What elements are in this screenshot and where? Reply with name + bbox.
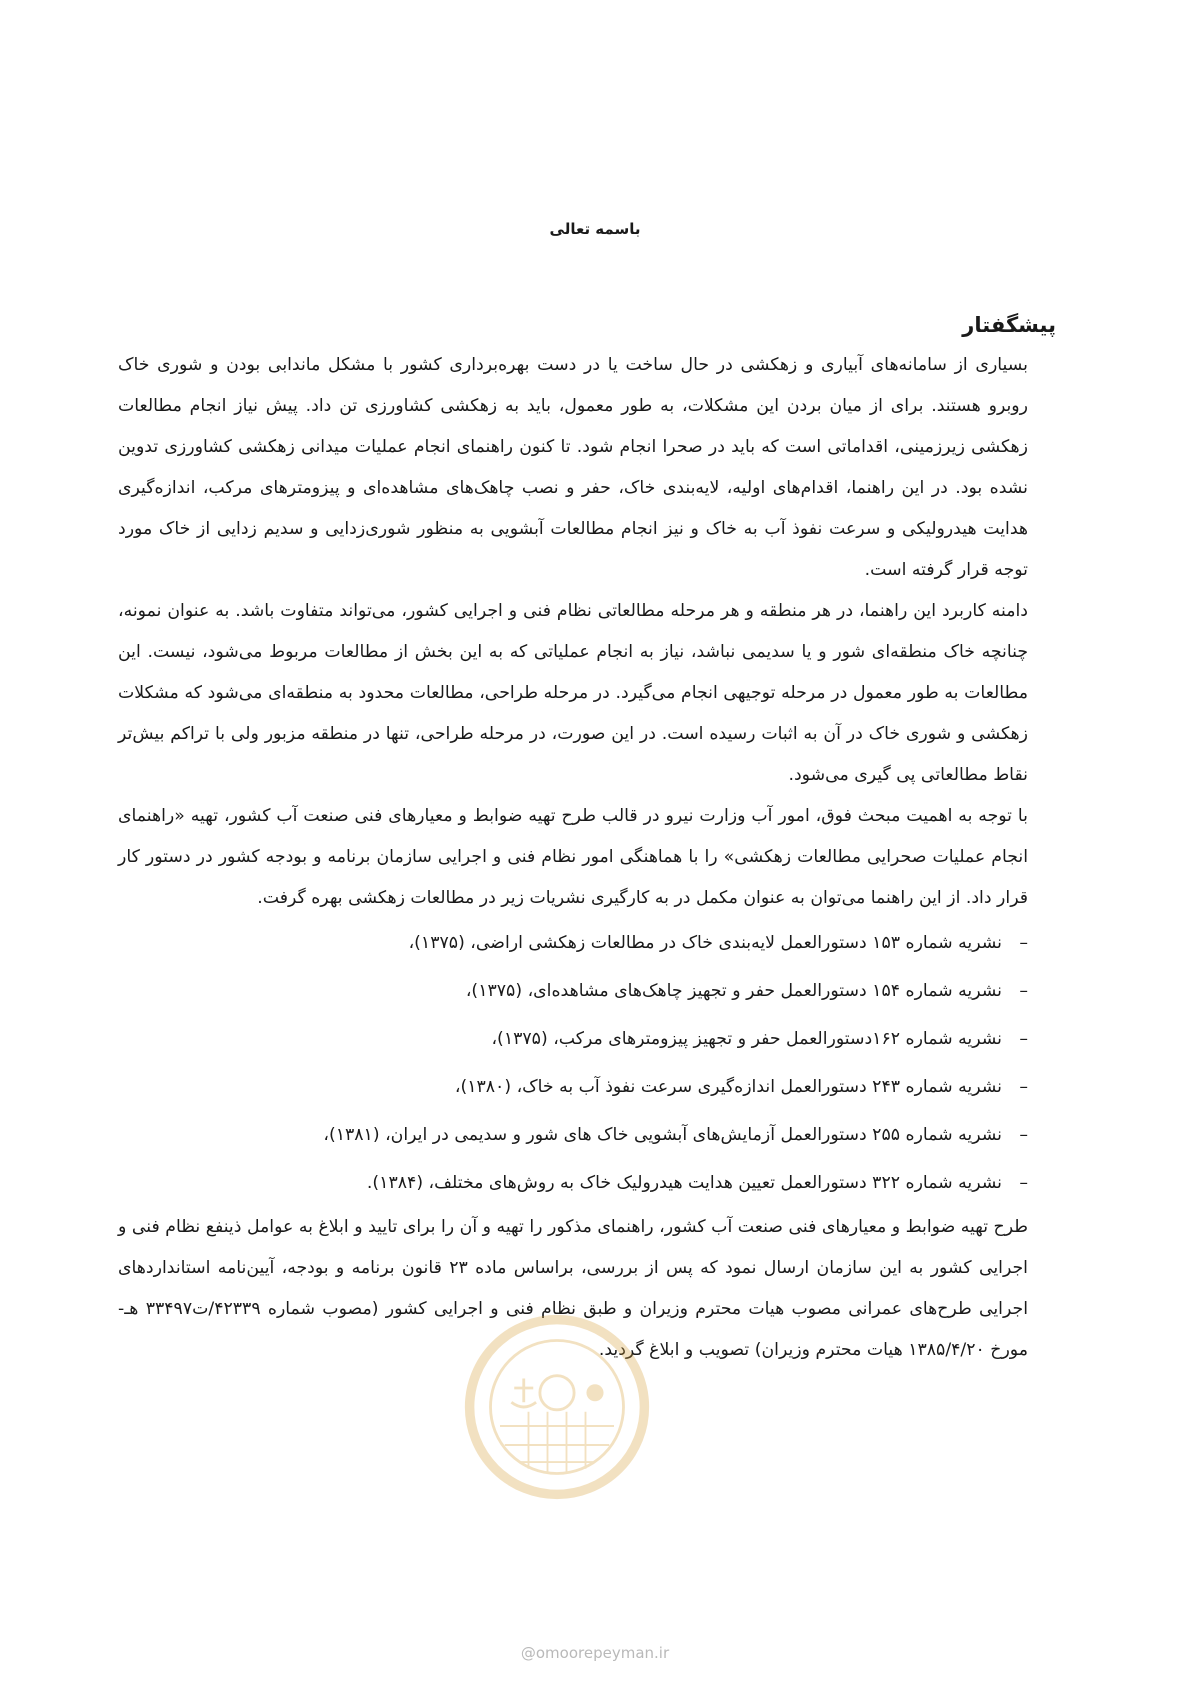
list-item xyxy=(118,1111,1028,1159)
list-item-text: نشریه شماره ۱۵۴ دستورالعمل حفر و تجهیز چاهک‌های مشاهده‌ای، (۱۳۷۵)، xyxy=(465,981,1002,1001)
list-item-text: نشریه شماره ۲۴۳ دستورالعمل اندازه‌گیری سرعت نفوذ آب به خاک، (۱۳۸۰)، xyxy=(454,1077,1002,1097)
list-item xyxy=(118,1159,1028,1207)
section-heading: پیشگفتار xyxy=(962,313,1056,337)
list-item-text: نشریه شماره ۱۵۳ دستورالعمل لایه‌بندی خاک در مطالعات زهکشی اراضی، (۱۳۷۵)، xyxy=(408,933,1002,953)
paragraph-1: بسیاری از سامانه‌های آبیاری و زهکشی در حال ساخت یا در دست بهره‌برداری کشور با مشکل ماندابی بودن و شوری خاک روبرو هستند. برای از میان بردن این مشکلات، به طور معمول، باید به زهکشی کشاورزی تن داد. پیش نیاز انجام مطالعات زهکشی زیرزمینی، اقداماتی است که باید در صحرا انجام شود. تا کنون راهنمای انجام عملیات میدانی زهکشی کشاورزی تدوین نشده بود. در این راهنما، اقدام‌های اولیه، لایه‌بندی خاک، حفر و نصب چاهک‌های مشاهده‌ای و پیزومترهای مرکب، اندازه‌گیری هدایت هیدرولیکی و سرعت نفوذ آب به خاک و نیز انجام مطالعات آبشویی به منظور شوری‌زدایی و سدیم زدایی از خاک مورد توجه قرار گرفته است. xyxy=(118,355,1028,580)
paragraph-4: طرح تهیه ضوابط و معیارهای فنی صنعت آب کشور، راهنمای مذکور را تهیه و آن را برای تایید و ابلاغ به عوامل ذینفع نظام فنی و اجرایی کشور به این سازمان ارسال نمود که پس از بررسی، براساس ماده ۲۳ قانون برنامه و بودجه، آیین‌نامه استانداردهای اجرایی طرح‌های عمرانی مصوب هیات محترم وزیران و طبق نظام فنی و اجرایی کشور (مصوب شماره ۴۲۳۳۹/ت۳۳۴۹۷ هـ- مورخ ۱۳۸۵/۴/۲۰ هیات محترم وزیران) تصویب و ابلاغ گردید. xyxy=(118,1217,1029,1360)
publications-list xyxy=(118,919,1056,1207)
dash-bullet: – xyxy=(1019,981,1028,1001)
list-item-text: نشریه شماره ۱۶۲دستورالعمل حفر و تجهیز پیزومترهای مرکب، (۱۳۷۵)، xyxy=(491,1029,1002,1049)
watermark-seal-icon xyxy=(462,1312,652,1502)
dash-bullet: – xyxy=(1019,933,1028,953)
paragraph-3: با توجه به اهمیت مبحث فوق، امور آب وزارت نیرو در قالب طرح تهیه ضوابط و معیارهای فنی صنعت آب کشور، تهیه «راهنمای انجام عملیات صحرایی مطالعات زهکشی» را با هماهنگی امور نظام فنی و اجرایی سازمان برنامه و بودجه کشور در دستور کار قرار داد. از این راهنما می‌توان به عنوان مکمل در به کارگیری نشریات زیر در مطالعات زهکشی بهره گرفت. xyxy=(118,806,1028,908)
paragraph-2: دامنه کاربرد این راهنما، در هر منطقه و هر مرحله مطالعاتی نظام فنی و اجرایی کشور، می‌تواند متفاوت باشد. به عنوان نمونه، چنانچه خاک منطقه‌ای شور و یا سدیمی نباشد، نیاز به انجام عملیاتی که به این بخش از مطالعات مربوط می‌شود، نیست. این مطالعات به طور معمول در مرحله توجیهی انجام می‌گیرد. در مرحله طراحی، مطالعات محدود به منطقه‌ای می‌شود که مشکلات زهکشی و شوری خاک در آن به اثبات رسیده است. در این صورت، در مرحله طراحی، تنها در منطقه مزبور ولی با تراکم بیش‌تر نقاط مطالعاتی پی گیری می‌شود. xyxy=(118,601,1028,785)
footer-site: @omoorepeyman.ir xyxy=(520,1644,670,1662)
list-item xyxy=(118,967,1028,1015)
list-item xyxy=(118,919,1028,967)
list-item-text: نشریه شماره ۳۲۲ دستورالعمل تعیین هدایت هیدرولیک خاک به روش‌های مختلف، (۱۳۸۴). xyxy=(366,1173,1002,1193)
list-item-text: نشریه شماره ۲۵۵ دستورالعمل آزمایش‌های آبشویی خاک های شور و سدیمی در ایران، (۱۳۸۱)، xyxy=(323,1125,1002,1145)
list-item xyxy=(118,1063,1028,1111)
dash-bullet: – xyxy=(1019,1077,1028,1097)
dash-bullet: – xyxy=(1019,1029,1028,1049)
dash-bullet: – xyxy=(1019,1125,1028,1145)
page-header-title: باسمه تعالی xyxy=(549,220,641,238)
list-item xyxy=(118,1015,1028,1063)
document-body xyxy=(118,305,1056,1371)
dash-bullet: – xyxy=(1019,1173,1028,1193)
